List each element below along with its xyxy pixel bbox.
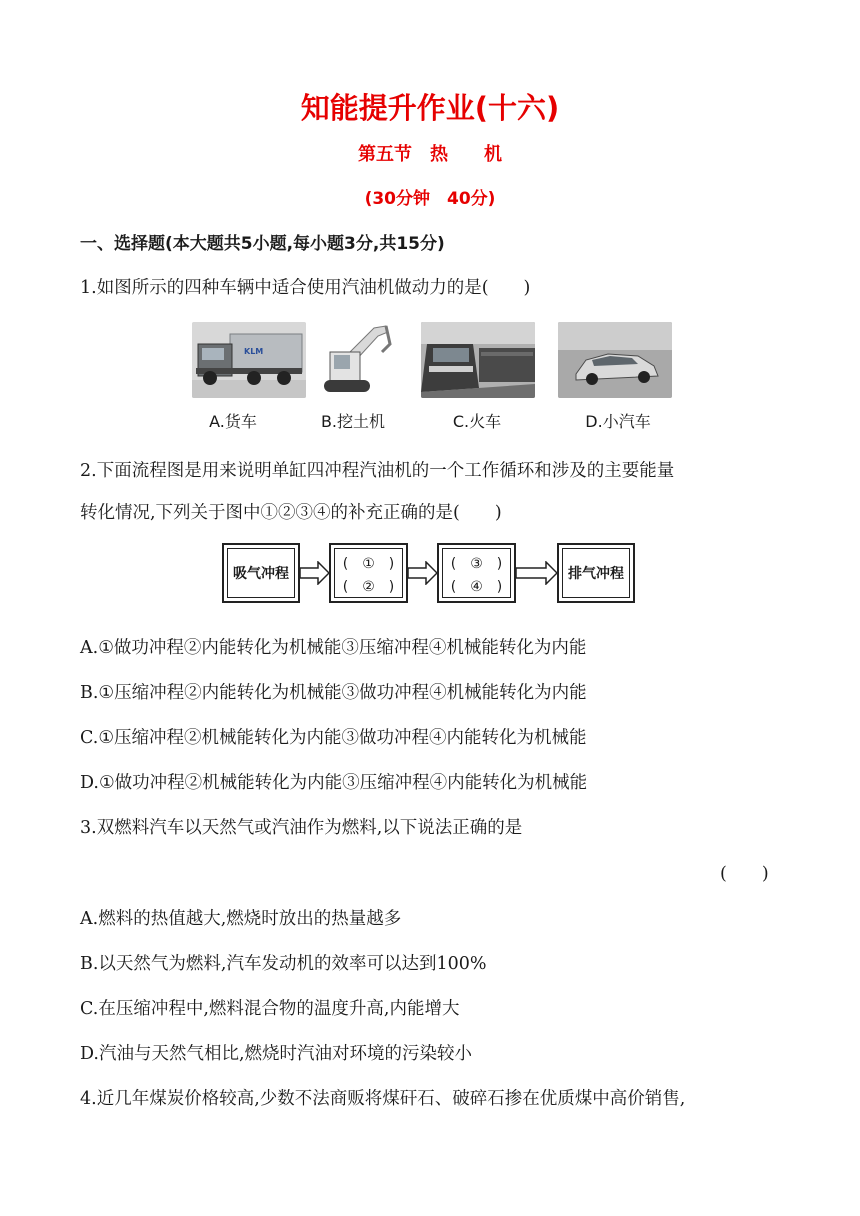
question-3-option-a: A.燃料的热值越大,燃烧时放出的热量越多 [80,909,402,929]
flow-blank-1: ( ① ) [342,556,395,572]
option-c-label: C.火车 [452,412,502,431]
flow-box-blank-3-4 [437,543,516,603]
question-3-answer-paren: ( ) [720,864,769,884]
question-2-stem-line2: 转化情况,下列关于图中①②③④的补充正确的是( ) [80,503,502,523]
truck-photo [192,322,306,398]
question-3-option-c: C.在压缩冲程中,燃料混合物的温度升高,内能增大 [80,999,460,1019]
question-3-option-b: B.以天然气为燃料,汽车发动机的效率可以达到100% [80,954,487,974]
flow-box-blank-1-2 [329,543,408,603]
train-photo [421,322,535,398]
question-2-option-d: D.①做功冲程②机械能转化为内能③压缩冲程④内能转化为机械能 [80,773,588,793]
flow-exhaust-label: 排气冲程 [568,566,624,582]
question-4-stem: 4.近几年煤炭价格较高,少数不法商贩将煤矸石、破碎石掺在优质煤中高价销售, [80,1089,686,1109]
flow-arrow-3 [516,561,558,585]
flow-blank-4: ( ④ ) [450,579,503,595]
option-a-label: A.货车 [209,412,257,431]
page-title: 知能提升作业(十六) [300,91,560,125]
option-b-label: B.挖土机 [320,412,386,431]
time-limit: (30分钟 40分) [364,189,496,209]
car-photo [558,322,672,398]
section-heading: 一、选择题(本大题共5小题,每小题3分,共15分) [80,234,445,254]
question-3-option-d: D.汽油与天然气相比,燃烧时汽油对环境的污染较小 [80,1044,473,1064]
question-2-option-c: C.①压缩冲程②机械能转化为内能③做功冲程④内能转化为机械能 [80,728,587,748]
flow-intake-label: 吸气冲程 [233,566,289,582]
section-subtitle: 第五节 热 机 [358,144,502,165]
flow-blank-3: ( ③ ) [450,556,503,572]
question-3-stem: 3.双燃料汽车以天然气或汽油作为燃料,以下说法正确的是 [80,818,523,838]
truck-logo: KLM [244,347,264,356]
flow-box-exhaust [557,543,635,603]
option-d-label: D.小汽车 [585,412,651,431]
question-1-stem: 1.如图所示的四种车辆中适合使用汽油机做动力的是( ) [80,278,531,298]
question-2-stem-line1: 2.下面流程图是用来说明单缸四冲程汽油机的一个工作循环和涉及的主要能量 [80,461,675,481]
flow-arrow-2 [408,561,438,585]
question-2-option-b: B.①压缩冲程②内能转化为机械能③做功冲程④机械能转化为内能 [80,683,587,703]
flow-arrow-1 [300,561,330,585]
question-2-option-a: A.①做功冲程②内能转化为机械能③压缩冲程④机械能转化为内能 [80,638,587,658]
flow-blank-2: ( ② ) [342,579,395,595]
excavator-photo [316,322,430,398]
flow-box-intake [222,543,300,603]
